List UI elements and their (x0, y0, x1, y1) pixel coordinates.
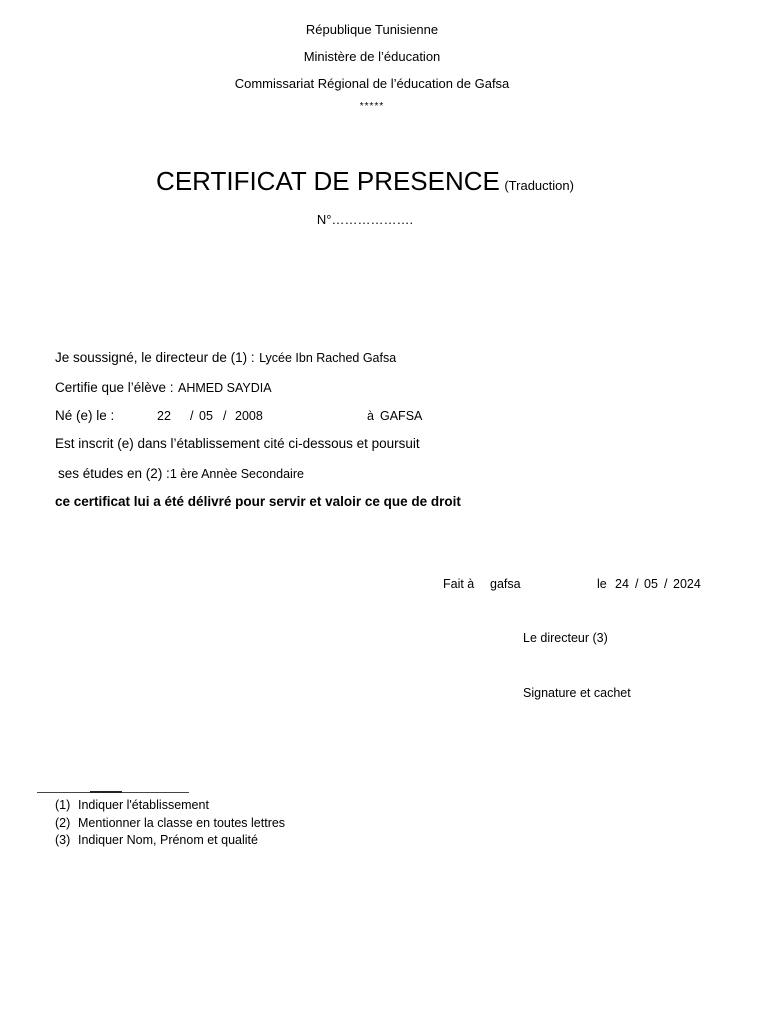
date-label: le (597, 577, 607, 591)
footnote-text: Indiquer l'établissement (78, 798, 209, 812)
director-label: Je soussigné, le directeur de (1) : (55, 350, 255, 365)
studies-line (58, 465, 304, 483)
header-republic: République Tunisienne (305, 22, 439, 37)
birth-place: GAFSA (380, 409, 423, 423)
signature-label: Signature et cachet (523, 686, 631, 700)
school-name: Lycée Ibn Rached Gafsa (259, 351, 397, 365)
footnote-item (55, 832, 285, 850)
footnote-number: (3) (55, 833, 71, 847)
footnote-item (55, 815, 285, 833)
certify-label: Certifie que l’élève : (55, 380, 174, 395)
footnotes (55, 797, 285, 850)
born-label: Né (e) le : (55, 408, 115, 423)
director-line (55, 349, 396, 367)
enrolled-line: Est inscrit (e) dans l’établissement cité ci-dessous et poursuit (55, 436, 420, 451)
title-main: CERTIFICAT DE PRESENCE (156, 166, 500, 196)
student-line (55, 379, 272, 397)
delivered-line: ce certificat lui a été délivré pour servir et valoir ce que de droit (55, 494, 461, 509)
footnote-item (55, 797, 285, 815)
header-ministry: Ministère de l’éducation (303, 49, 441, 64)
done-at-label: Fait à (443, 577, 475, 591)
footnote-number: (1) (55, 798, 71, 812)
date-sep-1: / (635, 577, 639, 591)
footnote-number: (2) (55, 815, 71, 830)
director-title: Le directeur (3) (523, 631, 608, 645)
footnote-text: Indiquer Nom, Prénom et qualité (78, 833, 258, 847)
certificate-number: N°………………. (316, 212, 414, 227)
header-commissariat: Commissariat Régional de l’éducation de Gafsa (234, 76, 510, 91)
birth-year: 2008 (235, 409, 263, 423)
header-stars: ***** (359, 101, 385, 112)
footnote-text: Mentionner la classe en toutes lettres (78, 815, 286, 830)
date-month: 05 (644, 577, 658, 591)
birth-day: 22 (157, 409, 171, 423)
studies-label: ses études en (2) : (58, 466, 170, 481)
studies-class: 1 ère Annèe Secondaire (169, 467, 304, 481)
birth-sep-2: / (223, 409, 227, 423)
birth-at-label: à (367, 409, 374, 423)
done-at-place: gafsa (490, 577, 521, 591)
date-year: 2024 (673, 577, 701, 591)
footnote-separator-mark (90, 791, 122, 793)
title-sub: (Traduction) (504, 178, 574, 193)
document-title (0, 166, 730, 197)
birth-month: 05 (199, 409, 213, 423)
date-day: 24 (615, 577, 629, 591)
date-sep-2: / (664, 577, 668, 591)
birth-sep-1: / (190, 409, 194, 423)
student-name: AHMED SAYDIA (178, 381, 272, 395)
